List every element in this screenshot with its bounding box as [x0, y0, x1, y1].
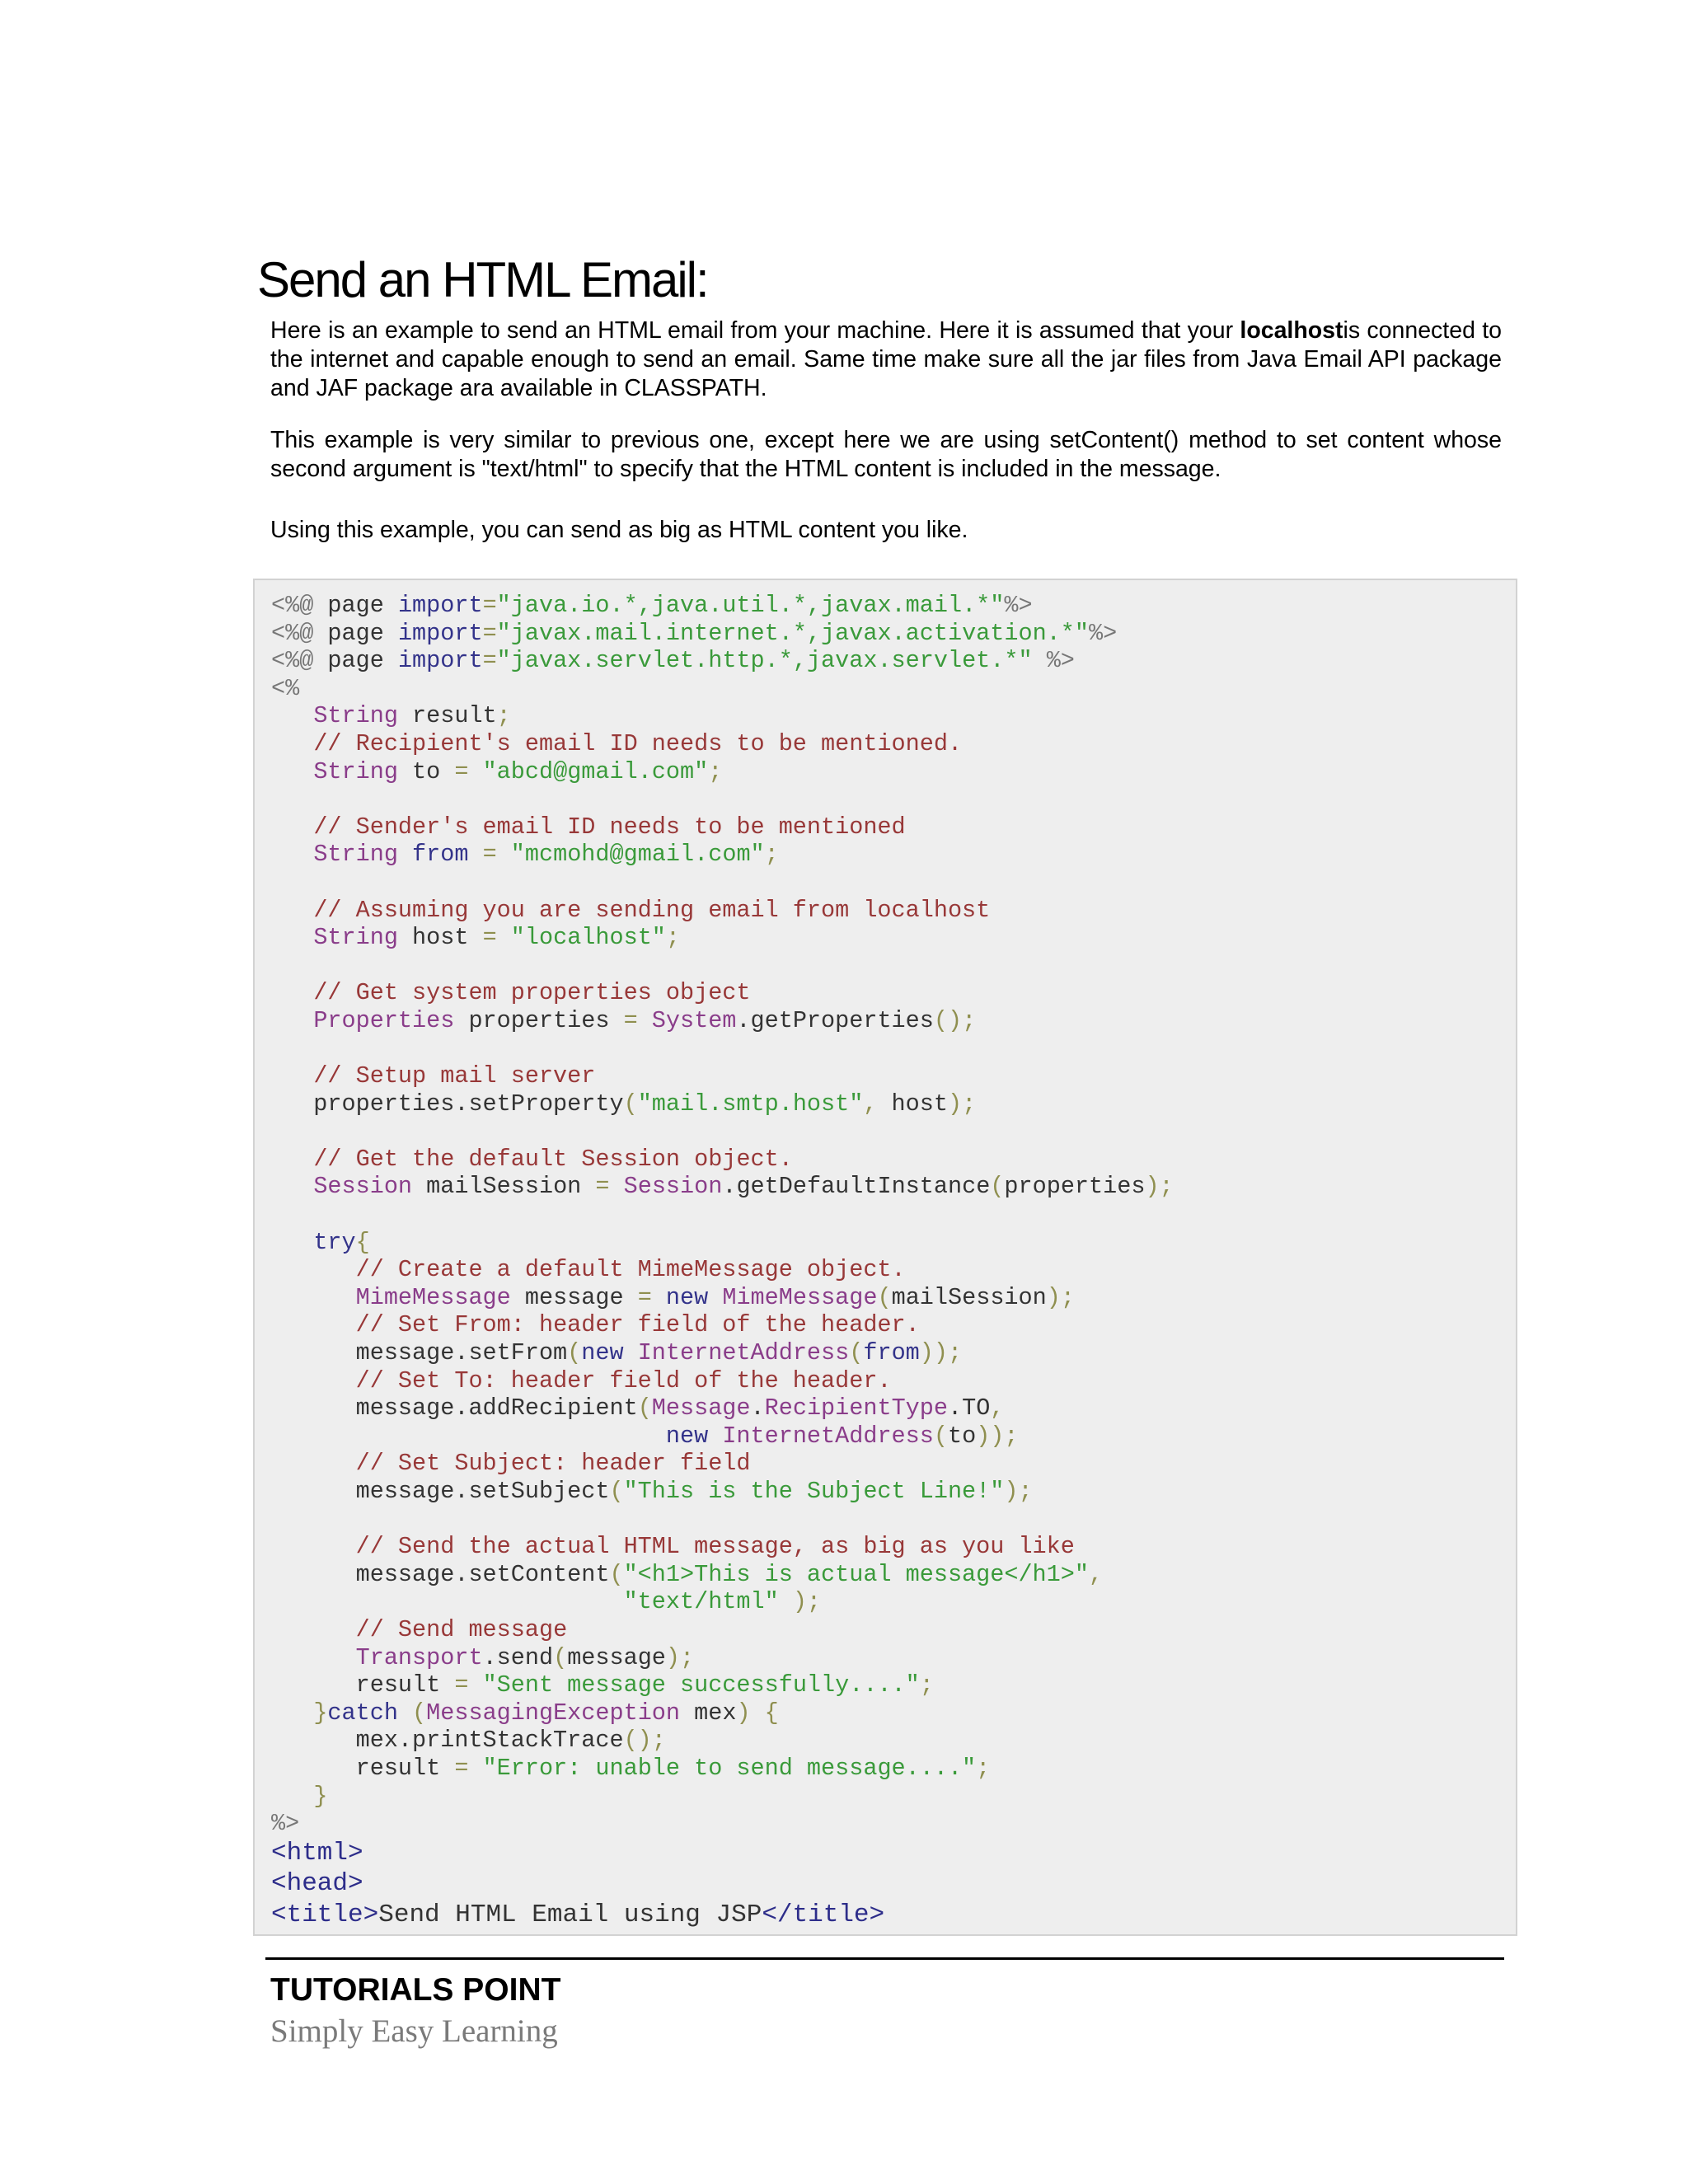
code-token — [468, 1671, 482, 1699]
code-line — [271, 1699, 1174, 1727]
code-line — [271, 1007, 1174, 1035]
code-line — [271, 1506, 1174, 1534]
code-token — [398, 841, 412, 868]
code-token: Send HTML Email using JSP — [378, 1900, 762, 1929]
code-line — [271, 1478, 1174, 1506]
code-token: InternetAddress — [722, 1422, 934, 1450]
code-token: = — [482, 841, 497, 869]
code-token — [271, 1146, 313, 1173]
code-line — [271, 1256, 1174, 1284]
code-token: = — [482, 924, 497, 952]
code-token: result — [271, 1754, 455, 1782]
code-token: = — [482, 647, 497, 675]
code-line — [271, 702, 1174, 730]
code-token: ( — [933, 1422, 948, 1450]
code-token — [468, 758, 482, 785]
code-token: String — [313, 924, 398, 952]
code-line — [271, 785, 1174, 813]
code-token: "abcd@gmail.com" — [482, 757, 709, 785]
code-line — [271, 1229, 1174, 1257]
code-token: to — [947, 1422, 977, 1450]
code-token: . — [750, 1394, 765, 1422]
code-token — [497, 924, 511, 951]
code-token: message.setContent — [271, 1560, 610, 1588]
code-line — [271, 1173, 1174, 1201]
code-token: // Send message — [355, 1615, 568, 1643]
code-token — [271, 730, 313, 757]
code-token: properties — [454, 1006, 624, 1034]
code-token: "Sent message successfully...." — [482, 1671, 920, 1699]
code-line — [271, 1367, 1174, 1395]
code-token: // Get system properties object — [313, 979, 751, 1007]
code-token: <title> — [271, 1900, 379, 1929]
code-token — [271, 1616, 356, 1643]
code-token: { — [764, 1699, 779, 1727]
code-token: // Set To: header field of the header. — [355, 1366, 892, 1394]
code-token: to — [397, 757, 455, 785]
code-token — [610, 1173, 624, 1200]
code-token: , — [863, 1090, 878, 1118]
code-token: import — [397, 647, 483, 675]
code-token: ; — [708, 757, 723, 785]
code-token — [271, 1422, 666, 1450]
code-token: message — [510, 1283, 638, 1311]
intro-text-start: Here is an example to send an HTML email from your machine. Here it is assumed that your — [270, 317, 1240, 344]
code-token — [271, 1588, 624, 1615]
code-token: result — [271, 1671, 455, 1699]
code-token: InternetAddress — [637, 1339, 850, 1367]
code-token: </title> — [762, 1900, 885, 1929]
code-line — [271, 1422, 1174, 1451]
code-token — [271, 1450, 356, 1477]
code-token — [468, 1755, 482, 1782]
code-line — [271, 1616, 1174, 1644]
code-token: result — [397, 702, 497, 730]
code-line — [271, 1450, 1174, 1478]
code-token: ( — [877, 1283, 892, 1311]
code-token: (); — [623, 1727, 666, 1755]
code-token: Transport — [355, 1643, 483, 1671]
code-token — [271, 1644, 356, 1671]
code-token — [638, 1007, 652, 1034]
code-token: } — [313, 1699, 328, 1727]
code-token — [271, 702, 313, 729]
code-token: RecipientType — [764, 1394, 948, 1422]
code-block — [253, 579, 1517, 1936]
code-line — [271, 1727, 1174, 1755]
code-token: ( — [623, 1090, 638, 1118]
code-token: // Get the default Session object. — [313, 1145, 793, 1173]
code-token: %> — [1089, 619, 1118, 647]
code-token: String — [313, 757, 398, 785]
code-token: "javax.mail.internet.*,javax.activation.*" — [496, 619, 1089, 647]
code-token: <html> — [271, 1838, 363, 1868]
code-token: mex — [680, 1699, 737, 1727]
code-token: import — [397, 619, 483, 647]
code-token: )); — [976, 1422, 1019, 1450]
code-token: new — [665, 1283, 709, 1311]
code-token: %> — [271, 1810, 300, 1838]
code-line — [271, 1838, 1174, 1869]
code-token — [751, 1699, 765, 1727]
code-token: mailSession — [891, 1283, 1047, 1311]
code-token — [271, 1256, 356, 1283]
code-token — [271, 841, 313, 868]
code-token: ); — [1145, 1173, 1174, 1201]
code-token: )); — [919, 1339, 963, 1367]
code-token: "<h1>This is actual message</h1>" — [623, 1560, 1089, 1588]
code-line — [271, 1090, 1174, 1118]
usage-paragraph: Using this example, you can send as big as HTML content you like. — [270, 517, 968, 543]
code-token: .getDefaultInstance — [722, 1173, 991, 1201]
code-token: "javax.servlet.http.*,javax.servlet.*" — [496, 647, 1047, 675]
code-token: mex.printStackTrace — [271, 1727, 624, 1755]
code-token: page — [327, 619, 398, 647]
code-token: page — [327, 592, 398, 619]
code-token: .send — [482, 1643, 554, 1671]
code-token: host — [397, 924, 483, 952]
code-token: properties.setProperty — [271, 1090, 624, 1118]
code-token: ( — [849, 1339, 864, 1367]
code-token: mailSession — [412, 1173, 596, 1201]
code-token: ); — [947, 1090, 977, 1118]
code-token: // Setup mail server — [313, 1062, 596, 1090]
code-token: // Create a default MimeMessage object. — [355, 1256, 906, 1284]
code-token: message — [567, 1643, 666, 1671]
page-title: Send an HTML Email: — [257, 252, 708, 307]
code-line — [271, 1284, 1174, 1312]
code-token: <% — [271, 674, 300, 702]
code-line — [271, 1146, 1174, 1174]
code-line — [271, 1062, 1174, 1090]
code-line — [271, 675, 1174, 703]
code-token: } — [313, 1782, 328, 1810]
code-token — [398, 1699, 412, 1727]
code-token: import — [397, 592, 483, 619]
code-line — [271, 1588, 1174, 1616]
code-token: message.addRecipient — [271, 1394, 638, 1422]
code-token — [271, 1367, 356, 1394]
code-token: new — [581, 1339, 624, 1367]
code-token — [779, 1588, 793, 1615]
code-token: ; — [764, 841, 779, 869]
code-token — [708, 1422, 722, 1450]
code-line — [271, 924, 1174, 952]
code-token: , — [990, 1394, 1005, 1422]
code-token: = — [454, 757, 469, 785]
code-token — [271, 897, 313, 924]
code-token — [271, 1062, 313, 1090]
code-line — [271, 1644, 1174, 1672]
code-token — [708, 1284, 722, 1311]
code-line — [271, 1118, 1174, 1146]
code-token: properties — [1004, 1173, 1146, 1201]
footer-brand: TUTORIALS POINT — [270, 1972, 561, 2008]
footer-tagline: Simply Easy Learning — [270, 2013, 558, 2049]
code-token: // Send the actual HTML message, as big as you like — [355, 1533, 1075, 1561]
code-token: ; — [665, 924, 681, 952]
code-token: .TO — [947, 1394, 991, 1422]
footer-divider — [265, 1957, 1504, 1960]
code-token: ; — [919, 1671, 934, 1699]
code-token: ; — [976, 1754, 991, 1782]
code-line — [271, 1533, 1174, 1561]
code-token: from — [863, 1339, 920, 1367]
code-line — [271, 1561, 1174, 1589]
code-token: = — [482, 592, 497, 619]
code-token: Properties — [313, 1006, 455, 1034]
code-line — [271, 730, 1174, 758]
code-line — [271, 1311, 1174, 1339]
code-token: = — [637, 1283, 652, 1311]
code-token: message.setSubject — [271, 1478, 610, 1505]
code-token: ( — [637, 1394, 652, 1422]
code-listing — [271, 592, 1174, 1930]
code-token: page — [327, 647, 398, 675]
code-token: = — [482, 619, 497, 647]
code-token: from — [412, 841, 469, 869]
code-token: ); — [1004, 1478, 1033, 1505]
code-token: System — [651, 1006, 737, 1034]
code-token: <%@ — [271, 592, 328, 619]
code-token — [271, 758, 313, 785]
code-token: %> — [1046, 647, 1075, 675]
code-token: ; — [496, 702, 511, 730]
code-line — [271, 1868, 1174, 1900]
description-paragraph: This example is very similar to previous one, except here we are using setContent() method to set content whose second argument is "text/html" to specify that the HTML content is included in the message. — [270, 427, 1502, 482]
code-line — [271, 897, 1174, 925]
code-token — [271, 1783, 313, 1810]
code-token: = — [623, 1006, 638, 1034]
code-token: new — [665, 1422, 709, 1450]
code-token — [271, 1699, 313, 1727]
code-line — [271, 647, 1174, 675]
code-token: MimeMessage — [355, 1283, 511, 1311]
code-token: "java.io.*,java.util.*,javax.mail.*" — [496, 592, 1005, 619]
code-token: <%@ — [271, 619, 328, 647]
code-token: (); — [933, 1006, 977, 1034]
code-token: "mcmohd@gmail.com" — [510, 841, 765, 869]
localhost-term: localhost — [1240, 317, 1343, 344]
code-line — [271, 952, 1174, 980]
code-line — [271, 1035, 1174, 1063]
code-token — [624, 1339, 638, 1366]
code-token — [271, 1007, 313, 1034]
code-token: String — [313, 841, 398, 869]
code-token: { — [355, 1228, 370, 1256]
code-token: // Set Subject: header field — [355, 1450, 751, 1478]
code-token: "mail.smtp.host" — [637, 1090, 864, 1118]
code-line — [271, 620, 1174, 648]
code-token: = — [595, 1173, 610, 1201]
code-token — [271, 924, 313, 951]
code-token — [271, 1229, 313, 1256]
code-token: ( — [609, 1478, 624, 1505]
code-line — [271, 1900, 1174, 1931]
code-line — [271, 592, 1174, 620]
code-token — [468, 841, 482, 868]
code-token: "Error: unable to send message...." — [482, 1754, 977, 1782]
code-token: ) — [736, 1699, 751, 1727]
code-line — [271, 1339, 1174, 1367]
code-token: .getProperties — [736, 1006, 934, 1034]
code-token — [271, 1311, 356, 1338]
code-token: Session — [623, 1173, 723, 1201]
code-token: // Sender's email ID needs to be mentioned — [313, 813, 906, 841]
code-token — [271, 1173, 313, 1200]
code-line — [271, 841, 1174, 869]
code-token: "text/html" — [623, 1588, 779, 1616]
code-token: <head> — [271, 1869, 363, 1899]
code-token: MessagingException — [426, 1699, 681, 1727]
code-token: MimeMessage — [722, 1283, 878, 1311]
code-token: Session — [313, 1173, 413, 1201]
code-line — [271, 979, 1174, 1007]
code-token — [497, 841, 511, 868]
code-token: // Assuming you are sending email from localhost — [313, 896, 991, 924]
code-token: // Recipient's email ID needs to be mentioned. — [313, 729, 963, 757]
code-token: ( — [412, 1699, 427, 1727]
code-token: %> — [1004, 592, 1033, 619]
code-token: "localhost" — [510, 924, 666, 952]
code-token: host — [877, 1090, 948, 1118]
code-line — [271, 869, 1174, 897]
code-token: ); — [665, 1643, 695, 1671]
code-token: String — [313, 702, 398, 730]
code-token: ( — [990, 1173, 1005, 1201]
code-token: "This is the Subject Line!" — [623, 1478, 1005, 1505]
code-token — [271, 1533, 356, 1560]
code-token: ( — [567, 1339, 582, 1367]
code-token: // Set From: header field of the header. — [355, 1311, 920, 1339]
code-token: , — [1088, 1560, 1104, 1588]
code-line — [271, 1671, 1174, 1699]
intro-text-end: is connected to the internet and capable enough to send an email. Same time make sure all the jar files from Java Email API package and JAF package ara available in CLASSPATH. — [270, 317, 1502, 401]
code-token: <%@ — [271, 647, 328, 675]
code-line — [271, 758, 1174, 786]
code-token: message.setFrom — [271, 1339, 568, 1367]
code-token: Message — [651, 1394, 751, 1422]
code-token — [271, 1284, 356, 1311]
code-line — [271, 1201, 1174, 1229]
code-token: ( — [553, 1643, 568, 1671]
code-line — [271, 813, 1174, 841]
code-token: ); — [792, 1588, 822, 1616]
code-token — [271, 813, 313, 841]
code-token: ( — [609, 1560, 624, 1588]
code-line — [271, 1783, 1174, 1811]
code-token: ); — [1046, 1283, 1075, 1311]
code-line — [271, 1394, 1174, 1422]
code-token — [652, 1284, 666, 1311]
code-line — [271, 1755, 1174, 1783]
code-token: catch — [327, 1699, 398, 1727]
code-token: = — [454, 1754, 469, 1782]
code-token: = — [454, 1671, 469, 1699]
code-token: try — [313, 1228, 356, 1256]
code-token — [271, 979, 313, 1006]
code-line — [271, 1810, 1174, 1838]
intro-paragraph — [270, 316, 1502, 403]
